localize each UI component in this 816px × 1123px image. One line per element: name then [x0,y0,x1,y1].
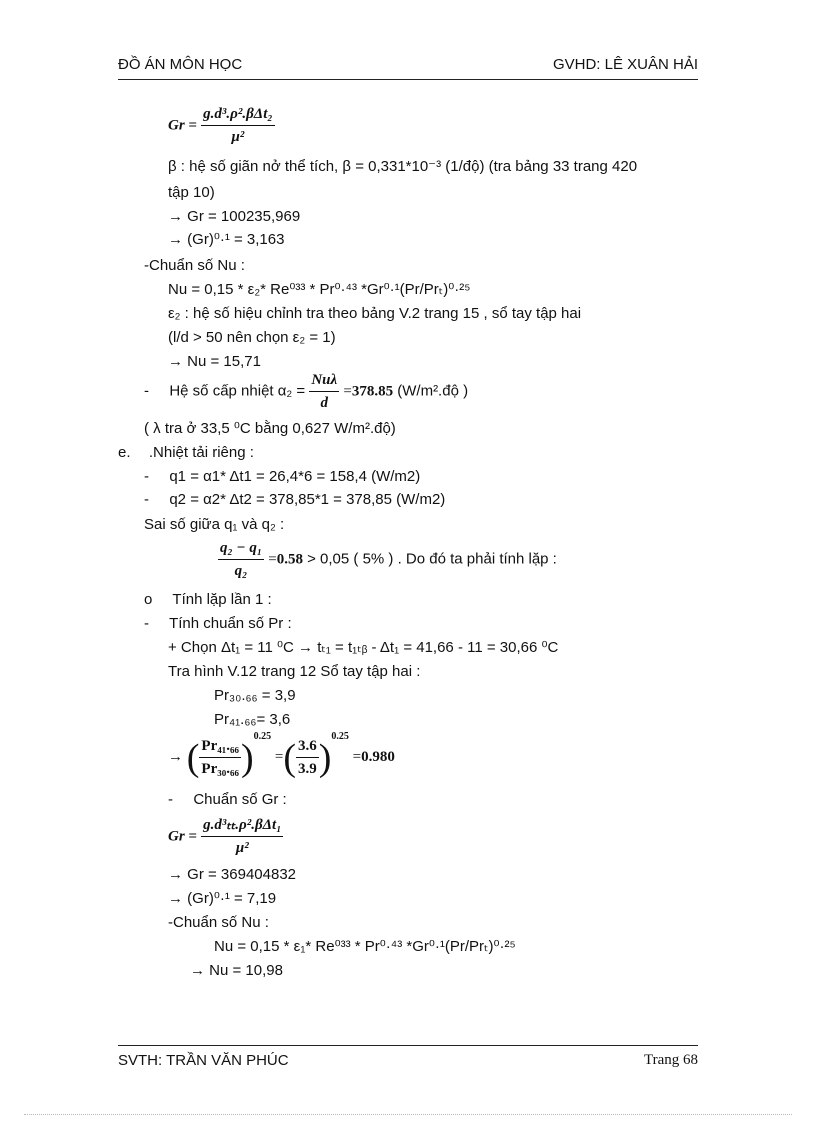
nu-formula-1: Nu = 0,15 * ε₂* Re⁰³³ * Pr⁰·⁴³ *Gr⁰·¹(Pr/Prₜ)⁰·²⁵ [168,281,471,298]
nu-value-1: → Nu = 15,71 [168,353,261,370]
header-right: GVHD: LÊ XUÂN HẢI [552,56,698,73]
iteration-text: Tính lặp lần 1 : [172,591,272,608]
lambda-note: ( λ tra ở 33,5 ⁰C bằng 0,627 W/m².độ) [144,420,396,437]
q1-text: q1 = α1* Δt1 = 26,4*6 = 158,4 (W/m2) [169,468,421,485]
ratio-exp-2: 0.25 [331,731,349,742]
error-eq: = [268,551,277,568]
ratio-num-1: Pr₄₁.₆₆ [199,736,241,758]
error-value: 0.58 [276,551,303,568]
header-left: ĐỒ ÁN MÔN HỌC [118,56,243,73]
gr-formula-2 [168,815,283,858]
alpha2-fraction [309,370,339,413]
gr-title-2 [168,790,287,810]
dash: - [144,382,149,400]
gr2-lhs: Gr = [168,828,197,845]
pr-4166: Pr₄₁.₆₆= 3,6 [214,711,291,728]
nu-title-2: -Chuẩn số Nu : [168,914,269,931]
ratio-eq-2: = [352,749,362,765]
dash: - [144,615,149,632]
pr-title [144,614,292,634]
ratio-den-2: 3.9 [298,761,317,778]
error-numerator: q₂ − q₁ [218,538,264,560]
gr-value-2: → Gr = 369404832 [168,866,297,883]
dash: - [144,491,149,508]
gr-fraction [201,104,274,147]
ratio-den-1: Pr₃₀.₆₆ [201,761,239,778]
page-number: Trang 68 [643,1052,698,1068]
arrow: → [168,748,183,765]
alpha2-numerator: Nuλ [309,370,339,392]
alpha2-eq: = [343,383,352,400]
section-e-title: .Nhiệt tải riêng : [148,444,254,461]
error-rest: > 0,05 ( 5% ) . Do đó ta phải tính lặp : [302,550,557,568]
iteration-line [144,590,272,610]
eps2-line: ε₂ : hệ số hiệu chỉnh tra theo bảng V.2 trang 15 , sổ tay tập hai [168,305,582,322]
dash: - [144,468,149,485]
header-rule [118,79,698,80]
pr-3066: Pr₃₀.₆₆ = 3,9 [214,687,296,704]
ratio-fraction-1 [199,736,241,779]
ratio-fraction-2 [296,736,319,779]
choose-line: + Chọn Δt₁ = 11 ⁰C → tₜ₁ = t₁ₜᵦ - Δt₁ = 41,66 - 11 = 30,66 ⁰C [168,639,559,656]
nu-formula-2: Nu = 0,15 * ε₁* Re⁰³³ * Pr⁰·⁴³ *Gr⁰·¹(Pr/Prₜ)⁰·²⁵ [214,938,516,955]
eps2-condition: (l/d > 50 nên chọn ε₂ = 1) [168,329,336,346]
nu-title-1: -Chuẩn số Nu : [144,257,245,274]
gr-formula-1 [168,104,275,147]
page-header [118,52,698,78]
error-denominator: q₂ [234,563,248,579]
gr-denominator: μ² [231,129,245,145]
tra-hinh-line: Tra hình V.12 trang 12 Sổ tay tập hai : [168,663,421,680]
ratio-exp-1: 0.25 [253,731,272,742]
section-e-label: e. [118,444,131,461]
error-formula [218,538,557,581]
bullet: o [144,591,153,608]
gr2-fraction [201,815,283,858]
page-edge [24,1114,792,1115]
pr-ratio-formula: → ( $\frac{\text{Pr₄₁.₆₆}}{\text{Pr₃₀.₆₆}}$ )$^{0.25}$ =( $\frac{3.6}{3.9}$ )$^{0.25}$ =0.980 [168,731,395,779]
section-e [118,443,254,463]
alpha2-lead: Hệ số cấp nhiệt α₂ = [169,382,306,400]
gr-title-2-text: Chuẩn số Gr : [193,791,287,808]
footer-rule [118,1045,698,1046]
ratio-value: 0.980 [361,749,395,765]
gr-value-1: → Gr = 100235,969 [168,208,301,225]
alpha2-value: 378.85 [351,383,394,400]
nu-value-2: → Nu = 10,98 [190,962,283,979]
gr01-value-2: → (Gr)⁰·¹ = 7,19 [168,890,277,907]
ratio-num-2: 3.6 [296,736,319,758]
beta-line: β : hệ số giãn nở thể tích, β = 0,331*10⁻³ (1/độ) (tra bảng 33 trang 420 [168,158,638,175]
ratio-eq: = [274,749,284,765]
alpha2-unit: (W/m².độ ) [397,382,469,400]
alpha2-denominator: d [320,395,329,411]
gr-numerator: g.d³.ρ².βΔt₂ [201,104,274,126]
beta-line-2: tập 10) [168,184,215,201]
q2-text: q2 = α2* Δt2 = 378,85*1 = 378,85 (W/m2) [169,491,446,508]
error-title: Sai số giữa q₁ và q₂ : [144,516,285,533]
gr-lhs: Gr = [168,117,197,134]
pr-title-text: Tính chuẩn số Pr : [169,615,292,632]
footer-left: SVTH: TRẦN VĂN PHÚC [118,1052,289,1069]
alpha2-line [144,370,468,413]
dash: - [168,791,173,808]
gr01-value-1: → (Gr)⁰·¹ = 3,163 [168,231,285,248]
error-fraction [218,538,264,581]
gr2-numerator: g.d³ₜₜ.ρ².βΔt₁ [201,815,283,837]
q1-line [144,467,420,487]
gr2-denominator: μ² [235,840,249,856]
q2-line [144,490,445,510]
